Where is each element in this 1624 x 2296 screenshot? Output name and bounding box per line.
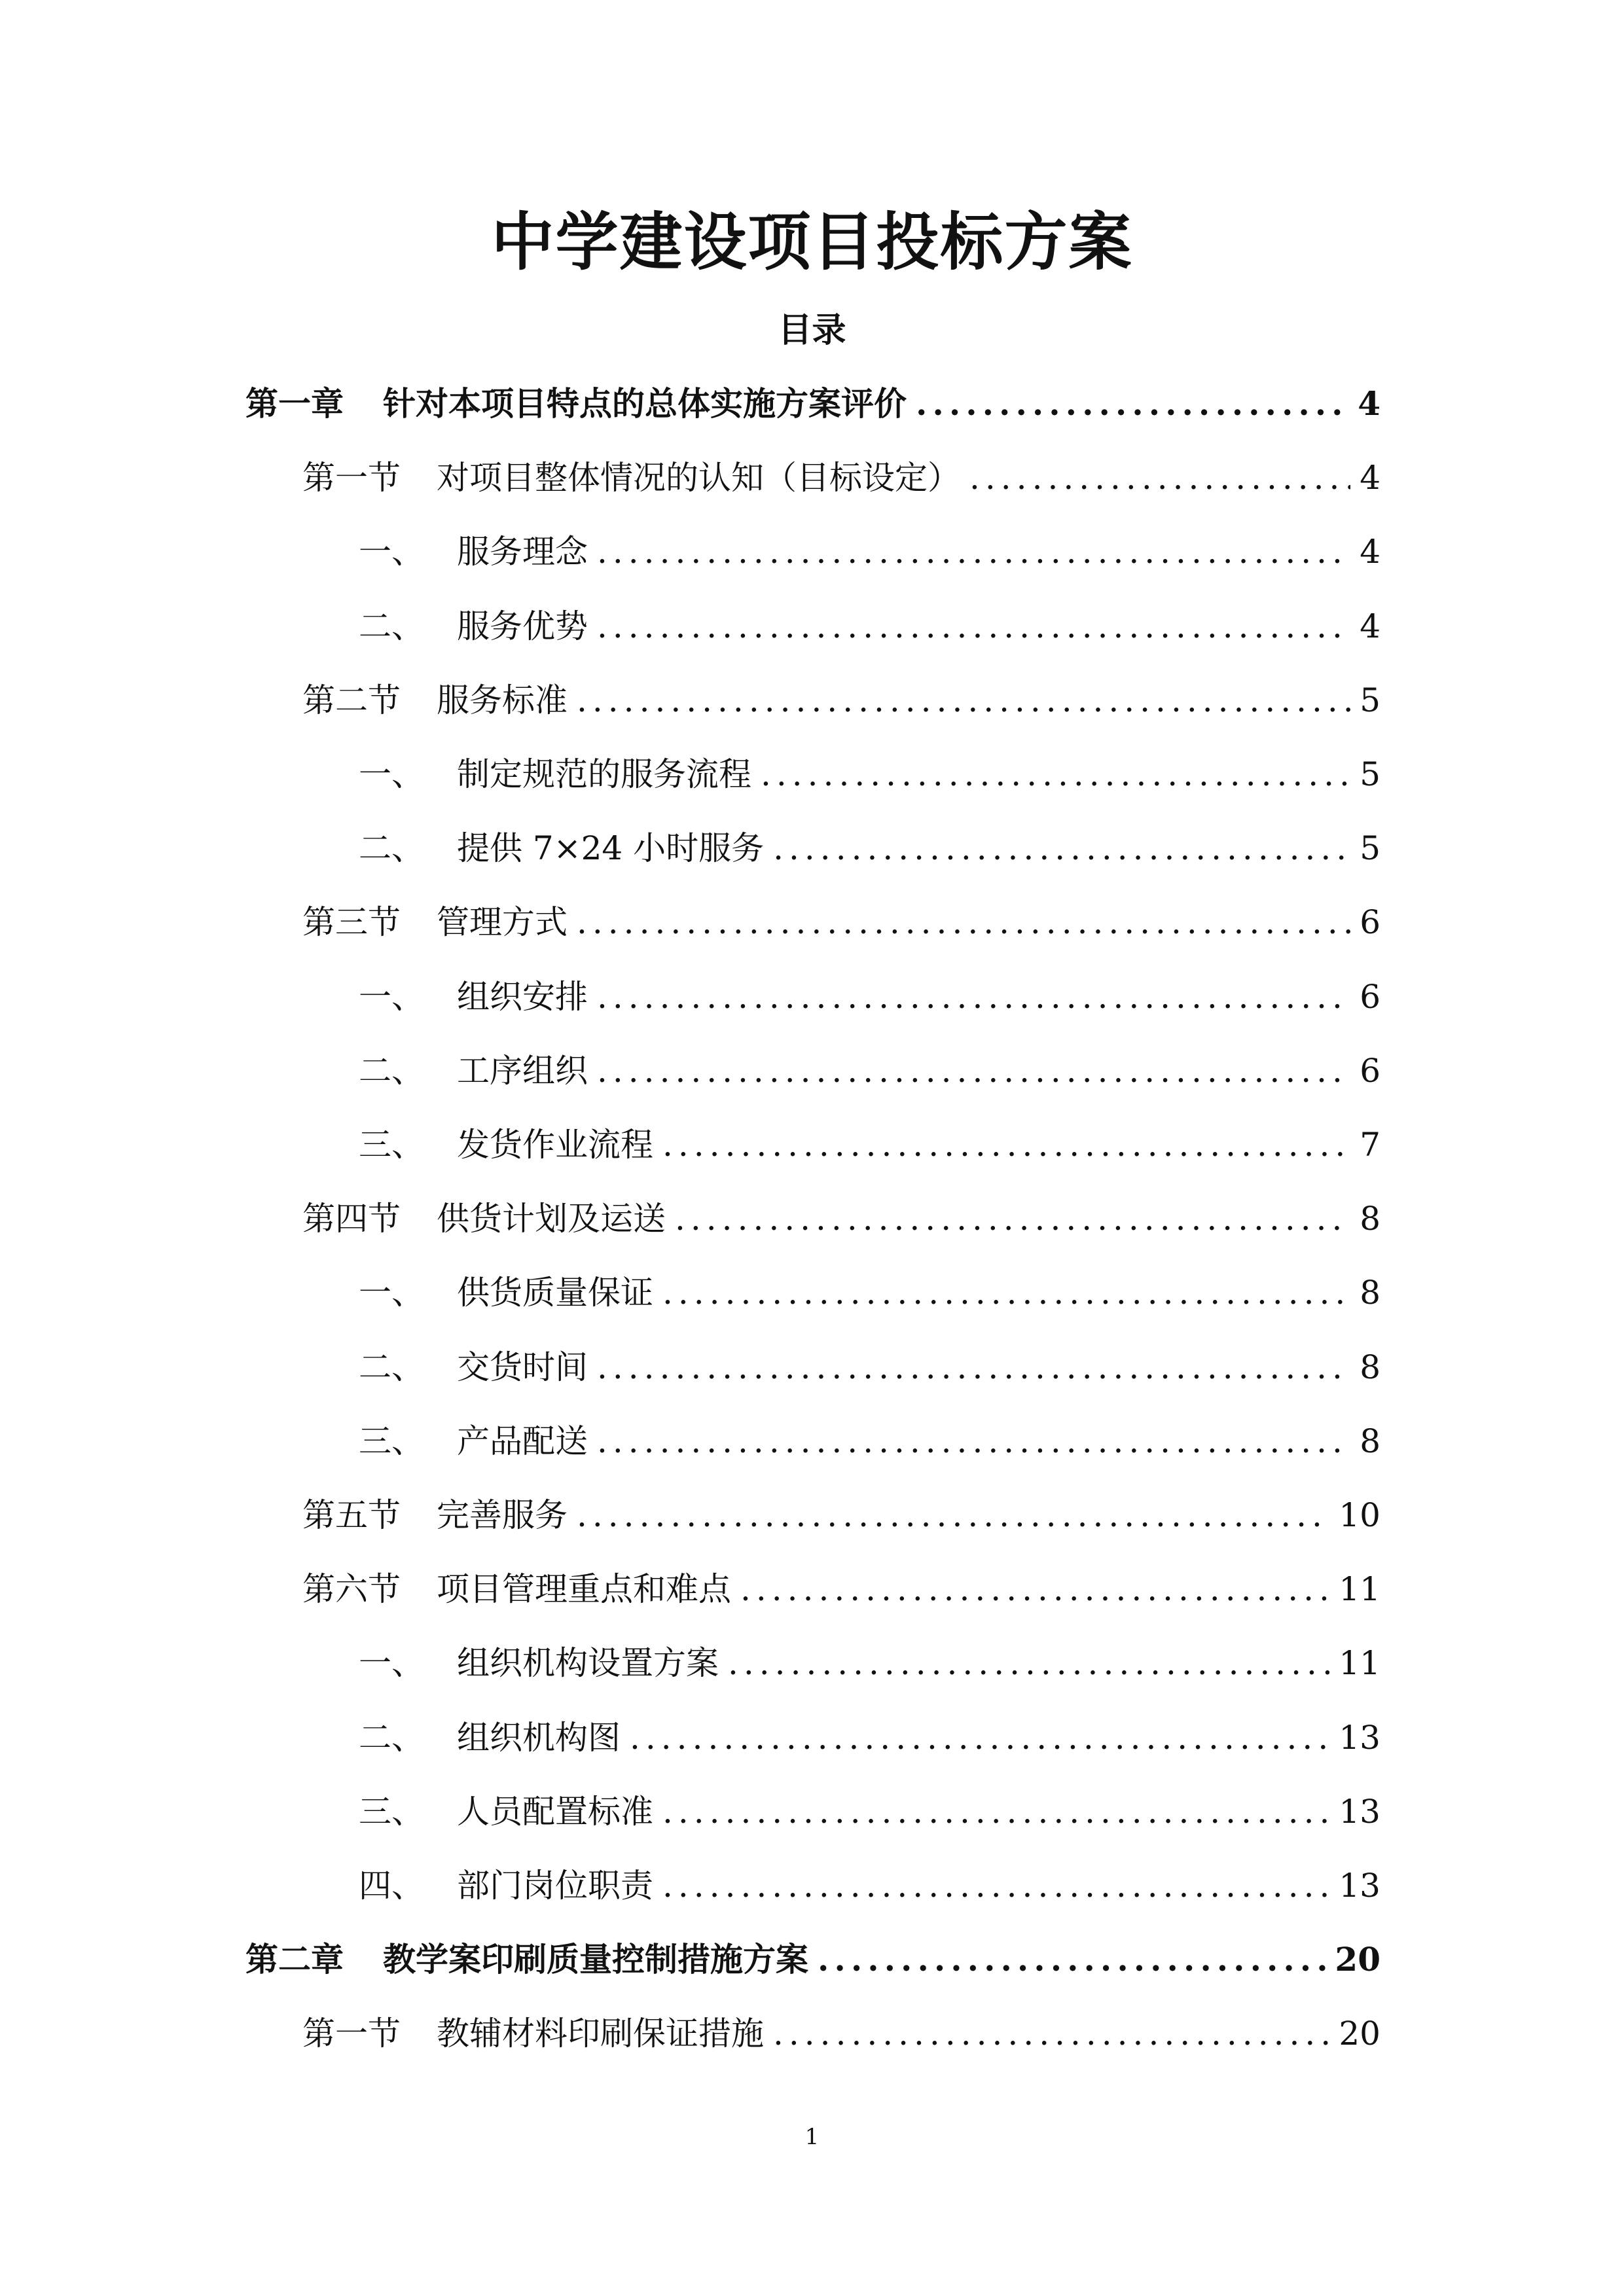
toc-entry[interactable] [302, 1486, 1380, 1538]
toc-entry-page: 13 [1339, 1793, 1380, 1831]
toc-entry-number: 二、 [359, 1052, 424, 1090]
toc-entry-number: 三、 [359, 1793, 424, 1831]
toc-entry[interactable] [359, 819, 1380, 871]
toc-entry-title: 人员配置标准 [457, 1793, 653, 1831]
toc-entry[interactable] [245, 374, 1380, 427]
toc-entry-page: 4 [1360, 533, 1380, 571]
toc-entry[interactable] [359, 1338, 1380, 1390]
toc-entry[interactable] [359, 1708, 1380, 1761]
toc-entry-page: 20 [1335, 1940, 1380, 1979]
toc-dot-leader [577, 677, 1350, 723]
toc-entry-page: 5 [1360, 681, 1380, 719]
toc-dot-leader [597, 603, 1350, 649]
toc-entry-number: 一、 [359, 755, 424, 793]
toc-entry[interactable] [302, 448, 1380, 501]
toc-entry-number: 第一节 [302, 459, 401, 497]
toc-dot-leader [662, 1270, 1350, 1316]
toc-entry-number: 第五节 [302, 1496, 401, 1534]
toc-entry-number: 二、 [359, 829, 424, 867]
toc-entry[interactable] [359, 1115, 1380, 1168]
document-title: 中学建设项目投标方案 [491, 205, 1133, 279]
toc-entry[interactable] [359, 1041, 1380, 1094]
toc-entry-page: 8 [1360, 1348, 1380, 1386]
toc-entry-page: 5 [1360, 755, 1380, 793]
toc-entry-page: 6 [1360, 978, 1380, 1016]
toc-entry-number: 二、 [359, 1719, 424, 1757]
toc-entry-title: 项目管理重点和难点 [437, 1570, 731, 1608]
toc-entry-title: 工序组织 [457, 1052, 588, 1090]
toc-entry-title: 管理方式 [437, 903, 568, 941]
toc-entry-number: 一、 [359, 978, 424, 1016]
toc-entry-page: 7 [1360, 1126, 1380, 1164]
toc-entry-page: 6 [1360, 1052, 1380, 1090]
toc-entry-page: 10 [1339, 1496, 1380, 1534]
toc-entry-title: 服务理念 [457, 533, 588, 571]
page-number: 1 [804, 2124, 820, 2150]
toc-entry-page: 6 [1360, 903, 1380, 941]
toc-dot-leader [597, 1344, 1350, 1390]
toc-entry-number: 第一章 [245, 384, 344, 423]
toc-entry-number: 四、 [359, 1867, 424, 1905]
toc-entry-title: 教辅材料印刷保证措施 [437, 2015, 764, 2053]
toc-entry-number: 二、 [359, 1348, 424, 1386]
toc-dot-leader [818, 1937, 1326, 1982]
toc-entry-page: 5 [1360, 829, 1380, 867]
toc-entry-page: 4 [1360, 459, 1380, 497]
toc-entry-title: 提供 7×24 小时服务 [457, 829, 765, 867]
toc-entry[interactable] [359, 1412, 1380, 1464]
toc-entry-number: 三、 [359, 1126, 424, 1164]
toc-dot-leader [597, 1048, 1350, 1094]
toc-entry-title: 供货质量保证 [457, 1274, 653, 1312]
toc-entry[interactable] [359, 1782, 1380, 1835]
toc-entry-title: 服务标准 [437, 681, 568, 719]
toc-dot-leader [773, 2011, 1329, 2056]
toc-entry-page: 11 [1339, 1644, 1380, 1682]
toc-dot-leader [773, 825, 1350, 871]
toc-entry-page: 4 [1360, 607, 1380, 645]
toc-entry-page: 13 [1339, 1867, 1380, 1905]
toc-dot-leader [597, 974, 1350, 1020]
toc-entry-title: 组织机构图 [457, 1719, 621, 1757]
toc-dot-leader [630, 1715, 1329, 1761]
toc-entry[interactable] [359, 522, 1380, 575]
toc-entry-title: 教学案印刷质量控制措施方案 [383, 1940, 808, 1979]
toc-dot-leader [597, 1418, 1350, 1464]
toc-entry-title: 针对本项目特点的总体实施方案评价 [383, 384, 907, 423]
toc-dot-leader [597, 529, 1350, 575]
toc-dot-leader [740, 1566, 1329, 1612]
toc-entry-title: 交货时间 [457, 1348, 588, 1386]
toc-entry-number: 第三节 [302, 903, 401, 941]
toc-entry-page: 8 [1360, 1422, 1380, 1460]
toc-entry-number: 三、 [359, 1422, 424, 1460]
toc-entry-title: 对项目整体情况的认知（目标设定） [437, 459, 960, 497]
toc-entry-title: 供货计划及运送 [437, 1200, 666, 1238]
toc-entry-title: 组织安排 [457, 978, 588, 1016]
toc-entry[interactable] [245, 1930, 1380, 1982]
toc-dot-leader [675, 1196, 1350, 1242]
toc-dot-leader [969, 455, 1350, 501]
toc-entry-title: 服务优势 [457, 607, 588, 645]
toc-dot-leader [662, 1122, 1350, 1168]
toc-entry-number: 一、 [359, 1644, 424, 1682]
toc-entry-number: 二、 [359, 607, 424, 645]
toc-entry-number: 第二节 [302, 681, 401, 719]
toc-entry-page: 20 [1339, 2015, 1380, 2053]
toc-entry-page: 11 [1339, 1570, 1380, 1608]
toc-entry-number: 一、 [359, 533, 424, 571]
toc-entry-number: 第四节 [302, 1200, 401, 1238]
toc-entry-page: 8 [1360, 1274, 1380, 1312]
toc-entry[interactable] [302, 893, 1380, 945]
toc-entry-title: 制定规范的服务流程 [457, 755, 751, 793]
toc-entry[interactable] [359, 1856, 1380, 1909]
toc-entry[interactable] [302, 671, 1380, 723]
toc-entry-number: 第二章 [245, 1940, 344, 1979]
toc-entry[interactable] [359, 745, 1380, 797]
toc-entry[interactable] [302, 1189, 1380, 1242]
toc-entry-title: 部门岗位职责 [457, 1867, 653, 1905]
toc-dot-leader [662, 1863, 1329, 1909]
toc-dot-leader [662, 1789, 1329, 1835]
toc-entry-title: 完善服务 [437, 1496, 568, 1534]
toc-entry-title: 发货作业流程 [457, 1126, 653, 1164]
toc-entry[interactable] [359, 1263, 1380, 1316]
toc-entry[interactable] [302, 1560, 1380, 1612]
toc-dot-leader [577, 899, 1350, 945]
toc-dot-leader [577, 1492, 1329, 1538]
toc-entry[interactable] [359, 1634, 1380, 1686]
toc-dot-leader [761, 751, 1350, 797]
toc-heading: 目录 [778, 310, 846, 350]
toc-entry-title: 组织机构设置方案 [457, 1644, 719, 1682]
toc-dot-leader [916, 381, 1348, 427]
toc-entry-number: 第一节 [302, 2015, 401, 2053]
toc-entry[interactable] [359, 597, 1380, 649]
toc-entry[interactable] [359, 967, 1380, 1020]
toc-entry-page: 8 [1360, 1200, 1380, 1238]
toc-entry-number: 第六节 [302, 1570, 401, 1608]
toc-entry-number: 一、 [359, 1274, 424, 1312]
toc-entry[interactable] [302, 2004, 1380, 2056]
toc-dot-leader [728, 1640, 1329, 1686]
toc-entry-page: 4 [1358, 384, 1380, 423]
toc-entry-page: 13 [1339, 1719, 1380, 1757]
toc-entry-title: 产品配送 [457, 1422, 588, 1460]
